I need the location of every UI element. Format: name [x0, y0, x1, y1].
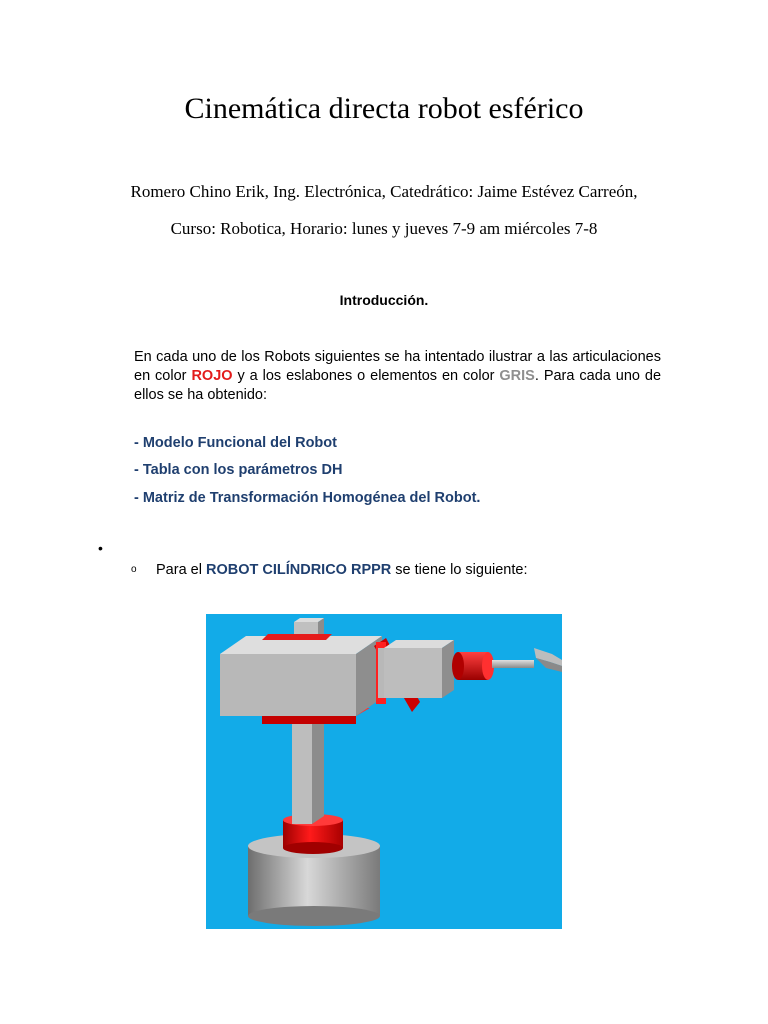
authors-line: Romero Chino Erik, Ing. Electrónica, Catedrático: Jaime Estévez Carreón,	[130, 182, 638, 201]
robot-line-suffix: se tiene lo siguiente:	[395, 562, 528, 578]
list-item-dh-table: - Tabla con los parámetros DH	[134, 462, 343, 478]
wrist-joint	[452, 652, 494, 680]
robot-line	[156, 562, 528, 578]
intro-heading: Introducción.	[339, 292, 429, 308]
intro-text-3: . Para cada uno de ellos se ha obtenido:	[134, 368, 662, 403]
link-color-word: GRIS	[499, 368, 535, 384]
end-effector	[492, 648, 562, 672]
list-item-transformation-matrix: - Matriz de Transformación Homogénea del Robot.	[134, 490, 481, 506]
intro-text-1: En cada uno de los Robots siguientes se ha intentado ilustrar a las articulaciones en color	[134, 349, 661, 384]
course-line: Curso: Robotica, Horario: lunes y jueves 7-9 am miércoles 7-8	[170, 219, 598, 238]
list-item-functional-model: - Modelo Funcional del Robot	[134, 435, 337, 451]
intro-paragraph	[134, 348, 661, 405]
bullet-icon: •	[98, 540, 103, 556]
robot-name: ROBOT CILÍNDRICO RPPR	[205, 562, 392, 578]
intro-text-2: y a los eslabones o elementos en color	[237, 368, 495, 384]
joint-color-word: ROJO	[191, 368, 233, 384]
robot-line-prefix: Para el	[156, 562, 202, 578]
sub-bullet-icon: o	[131, 564, 137, 575]
main-body	[220, 634, 382, 716]
robot-illustration	[206, 614, 562, 929]
robot-figure	[206, 614, 562, 929]
horizontal-arm	[384, 640, 454, 698]
document-title: Cinemática directa robot esférico	[184, 92, 584, 125]
